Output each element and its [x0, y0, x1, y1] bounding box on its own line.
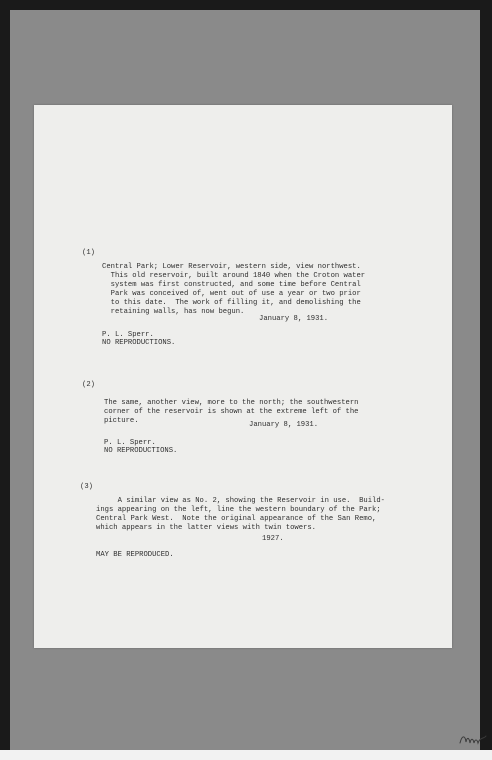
entry-1-body: Central Park; Lower Reservoir, western side, view northwest. This old reservoir, built around 1840 when the Croton water system was first constructed, and some time before Central Park was conceived of, went out of use a year or two prior to this date. The work of filling it, and demolishing the retaining walls, has now begun.: [102, 263, 366, 316]
entry-2-rights: NO REPRODUCTIONS.: [104, 447, 178, 455]
handwritten-mark-icon: [458, 731, 488, 747]
entry-2-credit: P. L. Sperr.: [104, 439, 156, 447]
entry-1-rights: NO REPRODUCTIONS.: [102, 339, 176, 347]
typed-sheet: [34, 105, 452, 648]
entry-2-body: The same, another view, more to the north; the southwestern corner of the reservoir is shown at the extreme left of the picture.: [104, 399, 359, 425]
entry-2-date: January 8, 1931.: [249, 421, 319, 429]
entry-3-rights: MAY BE REPRODUCED.: [96, 551, 174, 559]
entry-3-date: 1927.: [262, 535, 284, 543]
entry-2-number: (2): [82, 381, 95, 389]
scan-edge: [0, 750, 492, 760]
entry-1-date: January 8, 1931.: [259, 315, 329, 323]
entry-3-number: (3): [80, 483, 93, 491]
entry-1-credit: P. L. Sperr.: [102, 331, 154, 339]
entry-3-body: A similar view as No. 2, showing the Reservoir in use. Build- ings appearing on the left, line the western boundary of the Park; Central Park West. Note the original appearance of the San Remo, which appears in the latter views with twin towers.: [96, 497, 385, 532]
entry-1-number: (1): [82, 249, 95, 257]
